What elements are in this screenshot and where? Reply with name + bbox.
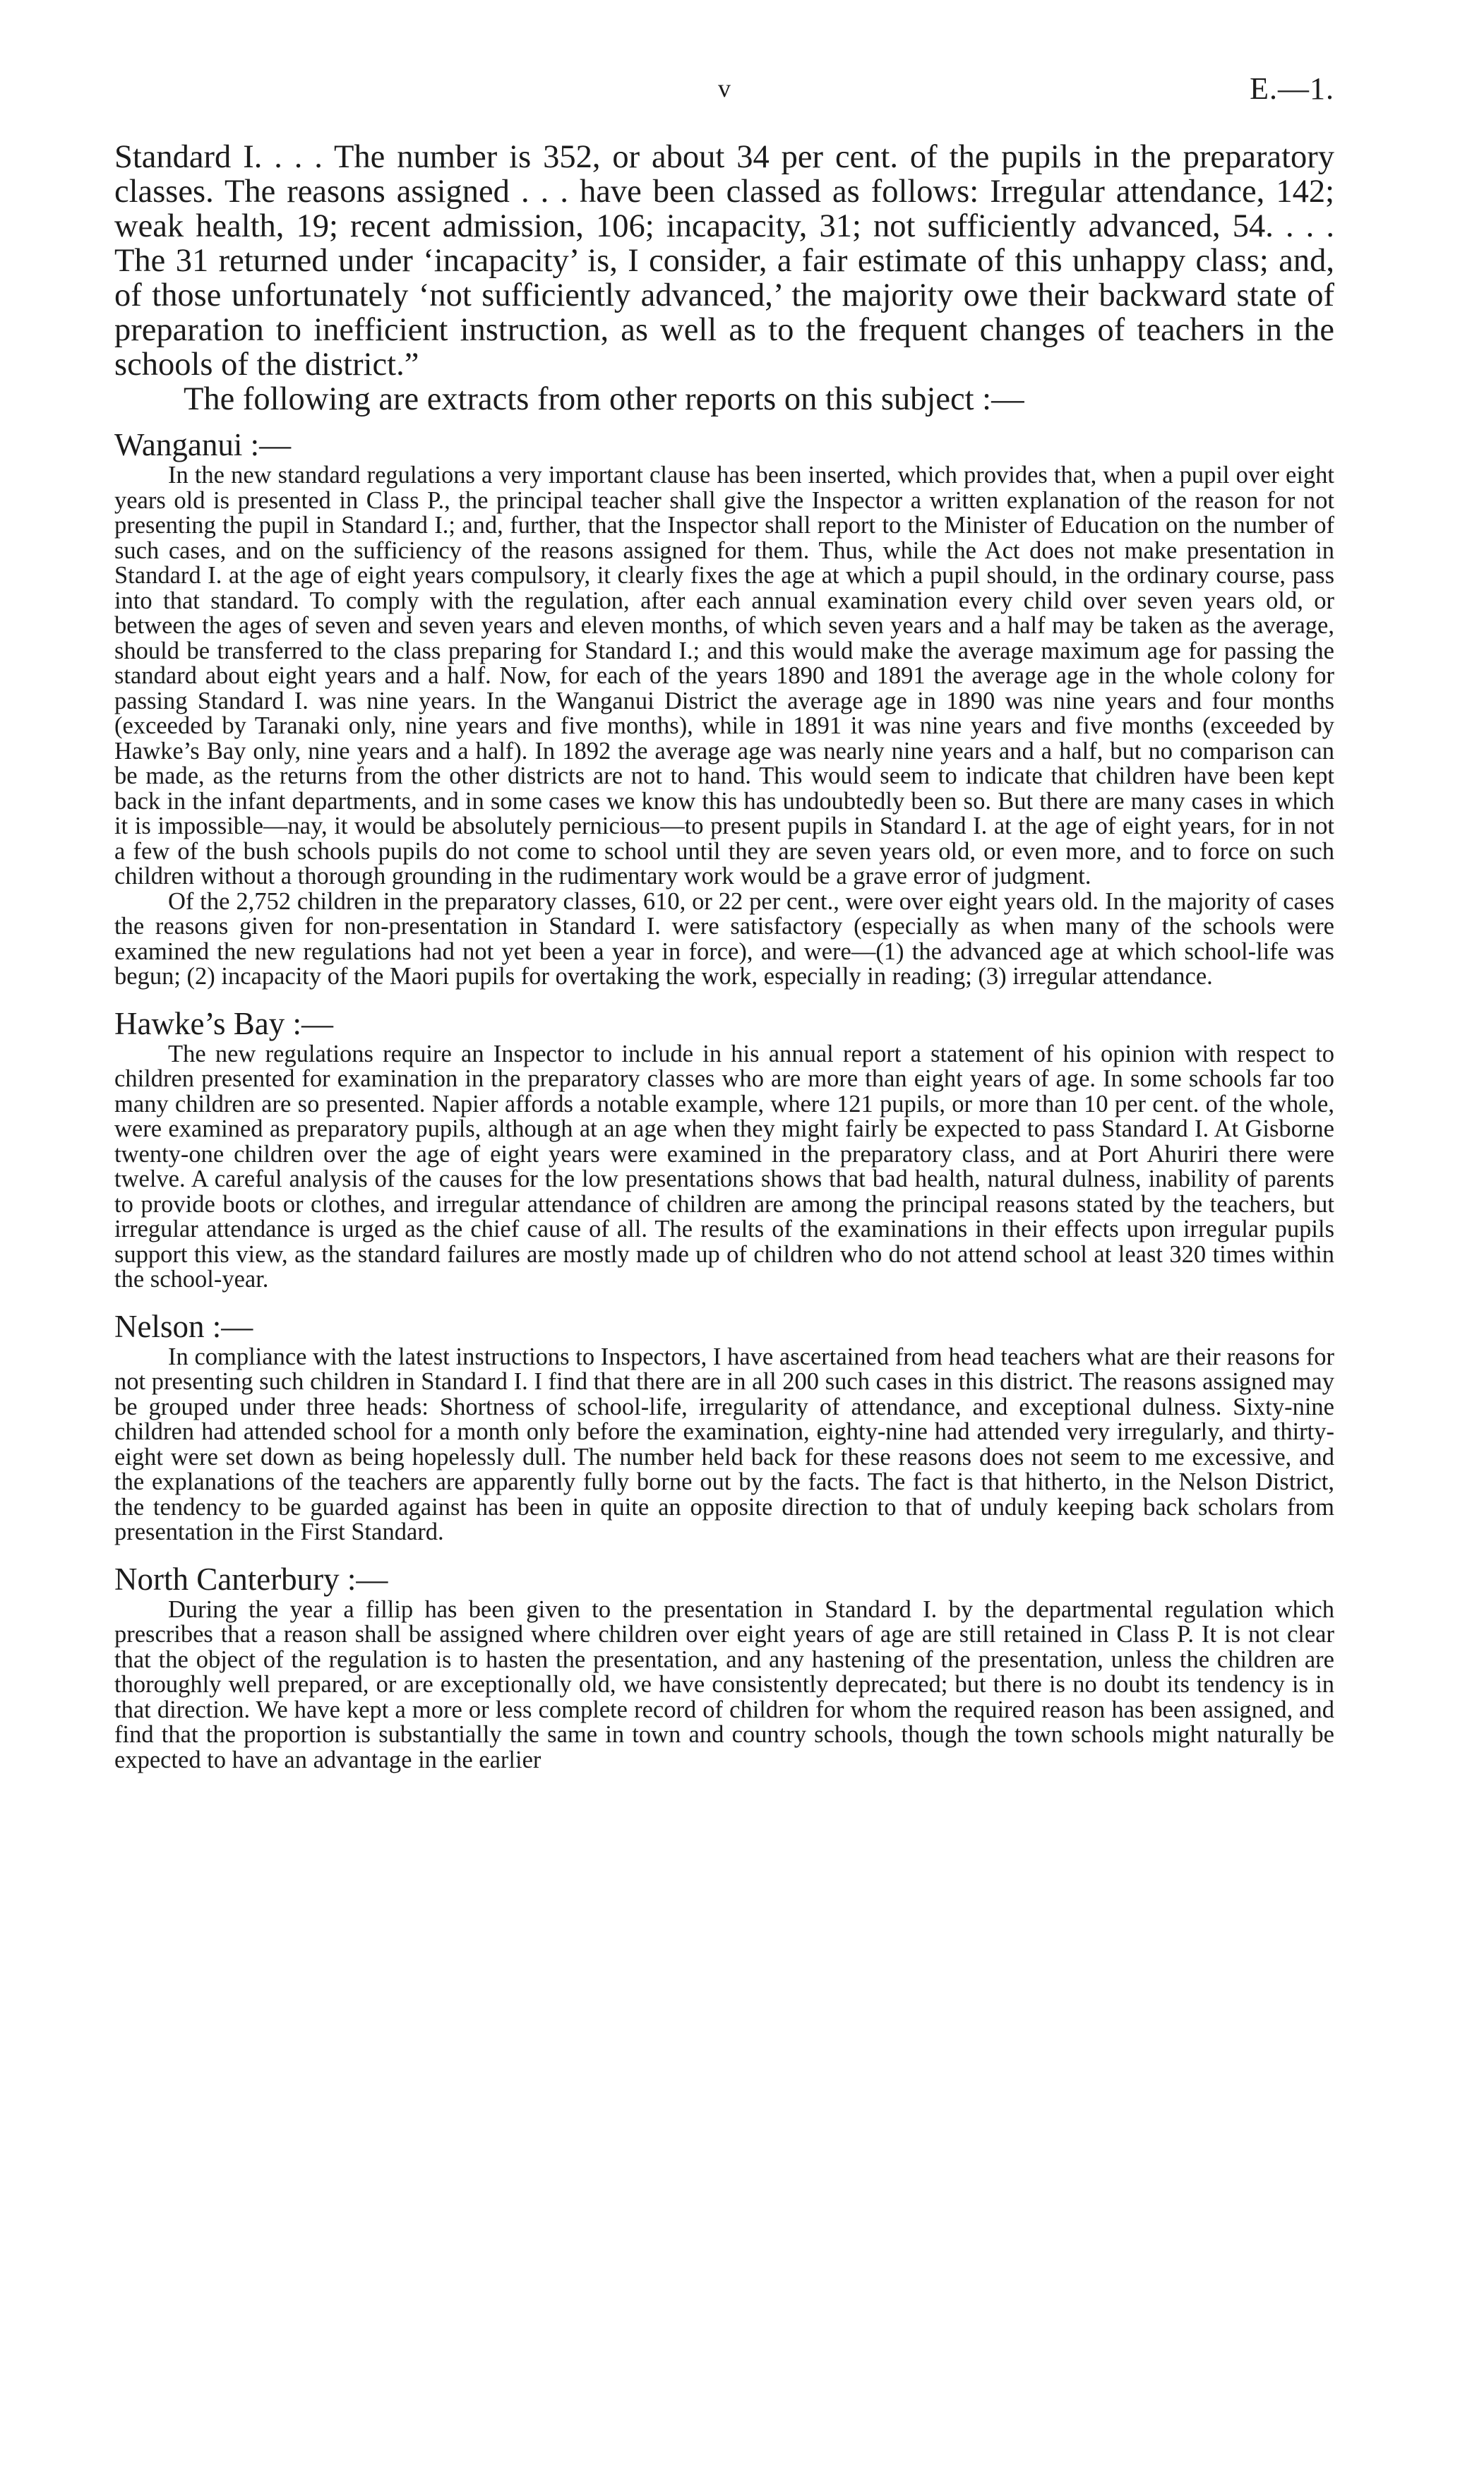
- section-heading-nelson: Nelson :—: [114, 1308, 253, 1344]
- document-page: [114, 0, 1334, 2468]
- hawkes-bay-paragraph-1: The new regulations require an Inspector to include in his annual report a statement of his opinion with respect to children presented for examination in the preparatory classes who are more than eight years of age. In some schools far too many children are so presented. Napier affords a notable example, where 121 pupils, or more than 10 per cent. of the whole, were examined as preparatory pupils, although at an age when they might fairly be expected to pass Standard I. At Gisborne twenty-one children over the age of eight years were examined in the preparatory class, and at Port Ahuriri there were twelve. A careful analysis of the causes for the low presentations shows that bad health, natural dulness, inability of parents to provide boots or clothes, and irregular attendance of children are among the principal reasons stated by the teachers, but irregular attendance is urged as the chief cause of all. The results of the examinations in their effects upon irregular pupils support this view, as the standard failures are mostly made up of children who do not attend school at least 320 times within the school-year.: [114, 1040, 1334, 1293]
- section-heading-north-canterbury: North Canterbury :—: [114, 1561, 388, 1597]
- section-heading-hawkes-bay: Hawke’s Bay :—: [114, 1005, 333, 1041]
- intro-lead-in: The following are extracts from other reports on this subject :—: [184, 381, 1024, 417]
- page-number: v: [718, 74, 731, 102]
- north-canterbury-paragraph-1: During the year a fillip has been given to the presentation in Standard I. by the departmental regulation which prescribes that a reason shall be assigned where children over eight years of age are still retained in Class P. It is not clear that the object of the regulation is to hasten the presentation, and any hastening of the presentation, unless the children are thoroughly well prepared, or are exceptionally old, we have consistently deprecated; but there is no doubt its tendency is in that direction. We have kept a more or less complete record of children for whom the required reason has been assigned, and find that the proportion is substantially the same in town and country schools, though the town schools might naturally be expected to have an advantage in the earlier: [114, 1595, 1334, 1773]
- nelson-paragraph-1: In compliance with the latest instructions to Inspectors, I have ascertained from head teachers what are their reasons for not presenting such children in Standard I. I find that there are in all 200 such cases in this district. The reasons assigned may be grouped under three heads: Shortness of school-life, irregularity of attendance, and exceptional dulness. Sixty-nine children had attended school for a month only before the examination, eighty-nine had attended very irregularly, and thirty-eight were set down as being hopelessly dull. The number held back for these reasons does not seem to me excessive, and the explanations of the teachers are apparently fully borne out by the facts. The fact is that hitherto, in the Nelson District, the tendency to be guarded against has been in quite an opposite direction to that of unduly keeping back scholars from presentation in the First Standard.: [114, 1343, 1334, 1545]
- page-header: [114, 71, 1334, 113]
- wanganui-paragraph-1: In the new standard regulations a very important clause has been inserted, which provides that, when a pupil over eight years old is presented in Class P., the principal teacher shall give the Inspector a written explanation of the reason for not presenting the pupil in Standard I.; and, further, that the Inspector shall report to the Minister of Education on the number of such cases, and on the sufficiency of the reasons assigned for them. Thus, while the Act does not make presentation in Standard I. at the age of eight years compulsory, it clearly fixes the age at which a pupil should, in the ordinary course, pass into that standard. To comply with the regulation, after each annual examination every child over seven years old, or between the ages of seven and seven years and eleven months, of which seven years and a half may be taken as the average, should be transferred to the class preparing for Standard I.; and this would make the average maximum age for passing the standard about eight years and a half. Now, for each of the years 1890 and 1891 the average age in the whole colony for passing Standard I. was nine years. In the Wanganui District the average age in 1890 was nine years and four months (exceeded by Taranaki only, nine years and five months), while in 1891 it was nine years and five months (exceeded by Hawke’s Bay only, nine years and a half). In 1892 the average age was nearly nine years and a half, but no comparison can be made, as the returns from the other districts are not to hand. This would seem to indicate that children have been kept back in the infant departments, and in some cases we know this has undoubtedly been so. But there are many cases in which it is impossible—nay, it would be absolutely pernicious—to present pupils in Standard I. at the age of eight years, for in not a few of the bush schools pupils do not come to school until they are seven years old, or even more, and to force on such children without a thorough grounding in the rudimentary work would be a grave error of judgment.: [114, 462, 1334, 889]
- wanganui-paragraph-2: Of the 2,752 children in the preparatory classes, 610, or 22 per cent., were over eight years old. In the majority of cases the reasons given for non-presentation in Standard I. were satisfactory (especially as when many of the schools were examined the new regulations had not yet been a year in force), and were—(1) the advanced age at which school-life was begun; (2) incapacity of the Maori pupils for overtaking the work, especially in reading; (3) irregular attendance.: [114, 887, 1334, 990]
- section-heading-wanganui: Wanganui :—: [114, 427, 292, 462]
- document-body: [114, 140, 1334, 1773]
- intro-quote: Standard I. . . . The number is 352, or about 34 per cent. of the pupils in the preparatory classes. The reasons assigned . . . have been classed as follows: Irregular attendance, 142; weak health, 19; recent admission, 106; incapacity, 31; not sufficiently advanced, 54. . . . The 31 returned under ‘incapacity’ is, I consider, a fair estimate of this unhappy class; and, of those unfortunately ‘not sufficiently advanced,’ the majority owe their backward state of preparation to inefficient instruction, as well as to the frequent changes of teachers in the schools of the district.”: [114, 139, 1334, 383]
- document-reference: E.—1.: [1250, 71, 1334, 106]
